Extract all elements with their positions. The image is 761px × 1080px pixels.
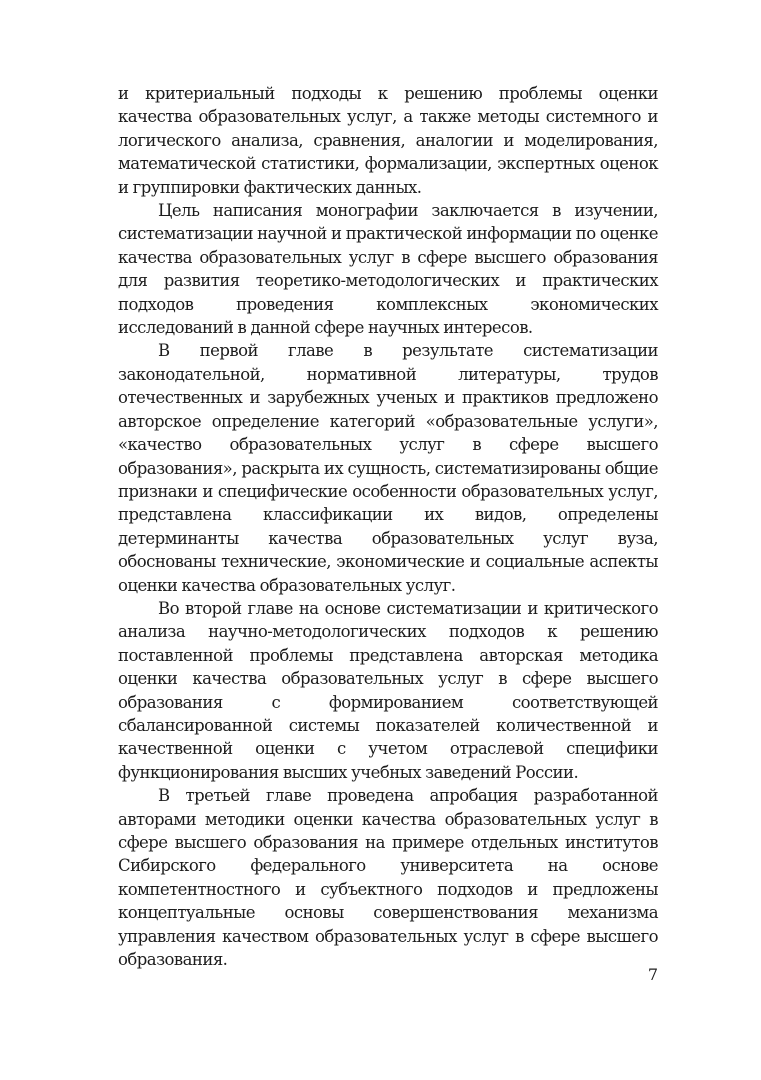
paragraph-chapter-two: Во второй главе на основе систематизации и критического анализа научно-методологических подходов к решению поставленной проблемы представлена авторская методика оценки качества образовательных услуг в сфере высшего образования с формированием соответствующей сбалансированной системы показателей количественной и качественной оценки с учетом отраслевой специфики функционирования высших учебных заведений России. xyxy=(118,598,658,782)
page-number: 7 xyxy=(647,965,658,984)
paragraph-chapter-one: В первой главе в результате систематизации законодательной, нормативной литературы, трудов отечественных и зарубежных ученых и практиков предложено авторское определение категорий «образовательные услуги», «качество образовательных услуг в сфере высшего образования», раскрыта их сущность, систематизированы общие признаки и специфические особенности образовательных услуг, представлена классификации их видов, определены детерминанты качества образовательных услуг вуза, обоснованы технические, экономические и социальные аспекты оценки качества образовательных услуг. xyxy=(118,341,658,595)
paragraph-chapter-three: В третьей главе проведена апробация разработанной авторами методики оценки качества образовательных услуг в сфере высшего образования на примере отдельных институтов Сибирского федерального университета на основе компетентностного и субъектного подходов и предложены концептуальные основы совершенствования механизма управления качеством образовательных услуг в сфере высшего образования. xyxy=(118,786,658,970)
paragraph-continuation: и критериальный подходы к решению проблемы оценки качества образовательных услуг, а также методы системного и логического анализа, сравнения, аналогии и моделирования, математической статистики, формализации, экспертных оценок и группировки фактических данных. xyxy=(118,84,658,197)
body-text xyxy=(118,82,658,971)
paragraph-goal: Цель написания монографии заключается в изучении, систематизации научной и практической информации по оценке качества образовательных услуг в сфере высшего образования для развития теоретико-методологических и практических подходов проведения комплексных экономических исследований в данной сфере научных интересов. xyxy=(118,201,658,338)
